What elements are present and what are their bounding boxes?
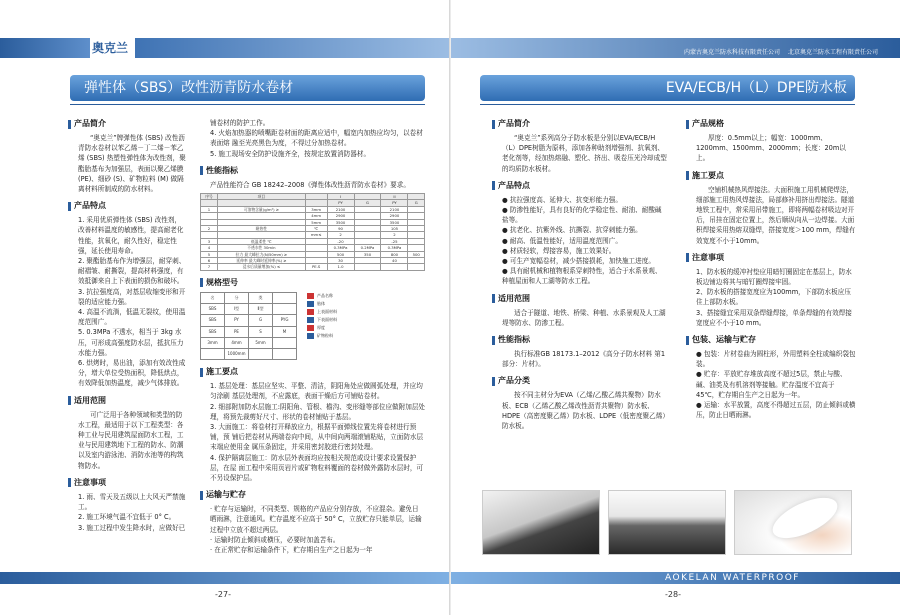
table-cell: 7: [201, 264, 218, 270]
legend-label: 胎体: [317, 300, 325, 306]
section-marker: [492, 377, 495, 386]
table-cell: II: [381, 194, 408, 200]
section-notes: [686, 252, 856, 328]
table-cell: 浸水后质量增加(%) ≤: [218, 264, 306, 270]
footer-band-left: [0, 572, 450, 584]
table-cell: -20: [327, 238, 354, 244]
feature-item: ● 抗老化、抗紫外线、抗撕裂、抗穿刺能力强。: [502, 226, 642, 235]
spec-row: [201, 292, 297, 303]
spec-cell: G: [249, 315, 273, 326]
section-marker: [492, 294, 495, 303]
table-cell: [354, 264, 381, 270]
spec-cell: [201, 348, 225, 359]
table-cell: 2100: [381, 206, 408, 212]
section-scope: [492, 293, 667, 328]
spec-cell: SBS: [201, 326, 225, 337]
section-intro: [68, 118, 186, 194]
section-heading: 性能指标: [498, 335, 530, 345]
section-heading: 适用范围: [498, 293, 530, 303]
section-marker: [200, 368, 203, 377]
packaging-item: ● 包装：片材卷曲为圆柱形，外用塑料全柱或编织袋包装。: [696, 350, 856, 369]
section-shipping: [200, 489, 425, 555]
page-title: 弹性体（SBS）改性沥青防水卷材: [70, 75, 425, 101]
packaging-item: ● 贮存：平放贮存堆放高度不超过5层，禁止与酸、碱、油类及有机溶剂等接触。贮存温度不宜高于45℃，贮存期自生产之日起为一年。: [696, 370, 847, 399]
spec-cell: 3mm: [201, 337, 225, 348]
section-marker: [200, 166, 203, 175]
construction-item: 3. 大面施工：将卷材打开释放应力，根据平面弹线位置先将卷材进行预铺，预 铺后把卷材从两端卷向中间，从中间向两端滚铺粘贴，立面防水层末端应使用金 属压条固定，并采用密封胶进行密封处理。: [210, 422, 424, 452]
section-marker: [686, 120, 689, 129]
feature-item: 5. 0.3MPa 不透水，相当于 3kg 水压，可形成高强度防水层，抵抗压力水能力强。: [78, 328, 184, 357]
left-col-1: [68, 112, 186, 533]
table-cell: ℃: [305, 226, 327, 232]
legend-swatch: [307, 333, 314, 339]
packaging-item: ● 运输：水平放置，高度不得超过五层，防止倾斜或横压，防止日晒雨淋。: [696, 401, 856, 420]
section-heading: 产品简介: [498, 119, 530, 128]
title-rule: [480, 104, 855, 105]
section-heading: 产品简介: [74, 119, 106, 128]
construction-item: 2. 细部附加防水层施工:阴阳角、管根、檐沟、变形缝等部位应做附加层处理，将预先裁剪好尺寸、形状的卷材铺贴于基层。: [210, 402, 426, 421]
table-cell: 3500: [327, 219, 354, 225]
section-heading: 产品特点: [498, 180, 530, 190]
table-cell: 0.3MPa: [327, 245, 354, 251]
section-heading: 适用范围: [74, 395, 106, 405]
section-intro: [492, 118, 667, 174]
spec-row: [201, 326, 297, 337]
spec-cell: [249, 348, 273, 359]
feature-item: ● 材质轻软，焊接容易，施工效果好。: [502, 246, 616, 255]
section-features: [492, 180, 667, 287]
spec-cell: PYG: [273, 315, 297, 326]
table-cell: 1: [201, 206, 218, 212]
note-item: 3. 施工过程中发生降水时，应做好已: [78, 523, 186, 532]
section-marker: [492, 181, 495, 190]
note-item: 2、防水板的搭接宽度应为100mm，下部防水板应压住上部防水板。: [696, 288, 851, 307]
spec-legend: [307, 292, 337, 340]
spec-cell: 分: [225, 292, 249, 303]
spec-cell: [273, 304, 297, 315]
table-cell: 序号: [201, 194, 218, 200]
section-spec: [200, 277, 425, 360]
table-cell: 3mm: [305, 206, 327, 212]
section-heading: 包装、运输与贮存: [692, 335, 756, 345]
table-cell: 2: [381, 232, 408, 238]
section-marker: [686, 171, 689, 180]
table-cell: G: [408, 200, 425, 206]
table-cell: PY: [381, 200, 408, 206]
spec-cell: 4mm: [225, 337, 249, 348]
table-cell: 可溶物含量(g/m²) ≥: [218, 206, 306, 212]
legend-item: [307, 292, 337, 300]
section-marker: [68, 120, 71, 129]
brand-logo: [92, 36, 134, 58]
scope-text: 适合于隧道、地铁、桥梁、种植、水系景观及人工湖堤等防水、防渗工程。: [502, 308, 666, 327]
page-title: EVA/ECB/H（L）DPE防水板: [480, 75, 855, 101]
table-cell: 2100: [327, 206, 354, 212]
table-cell: 350: [354, 251, 381, 257]
logo-text: 奥克兰: [92, 40, 129, 55]
feature-item: 3. 抗拉强度高，对基层收缩变形和开裂的适应能力强。: [78, 287, 186, 306]
feature-item: ● 抗拉强度高、延伸大、抗变形能力强。: [502, 195, 622, 204]
section-marker: [686, 253, 689, 262]
performance-table: [200, 193, 425, 271]
spec-cell: SBS: [201, 304, 225, 315]
title-rule: [70, 104, 425, 105]
section-marker: [492, 120, 495, 129]
table-cell: 3: [201, 238, 218, 244]
legend-label: 厚度: [317, 324, 325, 330]
section-marker: [68, 478, 71, 487]
construction-item: 4. 保护隔离层施工：防水层外表面均应按相关规范或设计要求设置保护层，在屋 面工程中采用页岩片或矿物粒料覆面的卷材做外露防水层时，可不另设保护层。: [210, 453, 424, 482]
spec-cell: 1000mm: [225, 348, 249, 359]
legend-swatch: [307, 309, 314, 315]
legend-label: 产品名称: [317, 292, 333, 298]
legend-swatch: [307, 325, 314, 331]
spec-cell: 名: [201, 292, 225, 303]
legend-swatch: [307, 317, 314, 323]
section-marker: [68, 396, 71, 405]
table-cell: 5: [201, 251, 218, 257]
legend-swatch: [307, 301, 314, 307]
spec-cell: 5mm: [249, 337, 273, 348]
table-cell: 项目: [218, 194, 306, 200]
legend-item: [307, 308, 337, 316]
note-item: 1. 雨、雪天及五级以上大风天严禁施工。: [78, 492, 186, 512]
table-cell: 2: [327, 232, 354, 238]
footer-band-right: [450, 572, 900, 584]
section-heading: 注意事项: [74, 477, 106, 487]
page-number-left: -27-: [215, 590, 231, 599]
legend-item: [307, 300, 337, 308]
construction-text: 空铺机械热风焊接法。大面积施工用机械爬焊法，细部施工用热风焊接法，局部修补用挤出焊接法。隧道地铁工程中，常采用吊带施工，即将两幅卷材吸边对开后，吊挂在固定位置上，然后顺纵向从一边焊接。大面积焊接采用热熔双缝焊，搭接宽度＞100 mm，焊缝有效宽度不小于10mm。: [696, 185, 856, 245]
table-cell: [408, 264, 425, 270]
feature-item: ● 防渗性能好，具有良好的化学稳定性、耐油、耐酸碱盐等。: [502, 206, 662, 225]
legend-item: [307, 332, 337, 340]
section-construction: [686, 170, 856, 246]
feature-item: ● 可生产宽幅卷材，减少搭接损耗，加快施工进度。: [502, 257, 655, 266]
table-cell: 0.2MPa: [354, 245, 381, 251]
spec-diagram-table: [200, 292, 297, 360]
legend-item: [307, 324, 337, 332]
table-cell: 拉力 最大峰拉力(N/50mm) ≥: [218, 251, 306, 257]
table-cell: 105: [381, 226, 408, 232]
section-heading: 施工要点: [692, 170, 724, 180]
intro-text: “奥克兰”牌弹性体 (SBS) 改性沥青防水卷材以苯乙烯－丁二烯－苯乙烯 (SBS) 热塑性弹性体为改性剂，聚酯胎基布为加强层，表面以聚乙烯膜 (PE)、细砂 (S)、矿物粒料 (M) 做隔离材料所制成的防水材料。: [78, 134, 186, 194]
table-cell: 耐热性: [218, 226, 306, 232]
spec-cell: I型: [225, 304, 249, 315]
right-col-2: [686, 112, 856, 420]
section-heading: 施工要点: [206, 367, 238, 377]
page-number-right: -28-: [665, 590, 681, 599]
feature-item: ● 具有耐机械和植物根系穿刺特性，适合于水系景观、种植屋面和人工湖等防水工程。: [502, 267, 662, 286]
construction-item: 1. 基层处理：基层应坚实、平整、清洁，阴阳角处应做圆弧处理，并应均匀涂刷 基层处理剂，不应露底，表面干燥后方可铺贴卷材。: [210, 382, 423, 401]
table-cell: 低温柔性 ℃: [218, 238, 306, 244]
table-row: [201, 264, 425, 270]
shipping-item: · 在正常贮存和运输条件下，贮存期自生产之日起为一年: [210, 545, 373, 554]
feature-item: 4. 高温不流淌，低温无裂纹，使用温度范围广。: [78, 308, 186, 327]
feature-item: 2. 聚酯胎基布作为增强层，耐穿刺、耐褶皱、耐撕裂，提高材料强度，有效抵御来自上下表面的损伤和破坏。: [78, 257, 186, 286]
feature-item: 6. 烘烤时，易出油，添加有效改性成分，增大单位受热面积，降低烘点，有效降低加热温度，减少气体排放。: [78, 359, 186, 388]
legend-label: 上表面材料: [317, 308, 337, 314]
spec-cell: M: [273, 326, 297, 337]
spec-cell: SBS: [201, 315, 225, 326]
section-marker: [686, 336, 689, 345]
spec-cell: PY: [225, 315, 249, 326]
right-col-1: [492, 112, 667, 431]
spec-row: [201, 348, 297, 359]
spec-cell: PE: [225, 326, 249, 337]
table-cell: 500: [327, 251, 354, 257]
shipping-item: · 贮存与运输时，不同类型、规格的产品应分别存放，不应混杂。避免日晒雨淋，注意通风。贮存温度不应高于 50° C，立放贮存只能单层，运输过程中立放不超过两层。: [210, 505, 422, 534]
table-cell: 3500: [381, 219, 408, 225]
company-right: 北京奥克兰防水工程有限责任公司: [787, 49, 878, 56]
category-text: 按不同主材分为EVA（乙烯/乙酸乙烯共聚物）防水板、ECB（乙烯乙酸乙烯改性沥青共聚物）防水板、HDPE（高密度聚乙烯）防水板、LDPE（低密度聚乙烯）防水板。: [502, 391, 666, 431]
note-item: 2. 施工环境气温不宜低于 0° C。: [78, 513, 176, 522]
table-cell: 0.3MPa: [381, 245, 408, 251]
table-cell: I: [327, 194, 354, 200]
header-band-left-2: [135, 38, 450, 58]
spec-cell: S: [249, 326, 273, 337]
table-cell: 2900: [327, 213, 354, 219]
section-packaging: [686, 334, 856, 420]
section-heading: 产品分类: [498, 376, 530, 386]
section-marker: [68, 202, 71, 211]
spec-cell: [273, 337, 297, 348]
table-cell: 延伸率 最大峰时延伸率(%) ≥: [218, 258, 306, 264]
section-marker: [200, 491, 203, 500]
table-cell: 30: [327, 258, 354, 264]
table-cell: 4mm: [305, 213, 327, 219]
table-cell: 6: [201, 258, 218, 264]
table-cell: 4: [201, 245, 218, 251]
table-cell: 不透水性 30min: [218, 245, 306, 251]
table-cell: 2: [201, 226, 218, 232]
spec-row: [201, 315, 297, 326]
page-fold: [449, 0, 451, 615]
spec-cell: [273, 292, 297, 303]
section-heading: 注意事项: [692, 252, 724, 262]
company-left: 内蒙古奥克兰防水科技有限责任公司: [684, 49, 781, 56]
product-photo-dark-roll: [608, 490, 726, 555]
product-photos: [482, 490, 852, 555]
table-cell: 40: [381, 258, 408, 264]
spec-cell: Ⅱ型: [249, 304, 273, 315]
section-marker: [492, 336, 495, 345]
section-scope: [68, 395, 186, 471]
section-heading: 产品特点: [74, 201, 106, 211]
shipping-item: · 运输时防止倾斜或横压，必要时加盖苫布。: [210, 535, 340, 544]
table-cell: PE.S: [305, 264, 327, 270]
spec-cell: [273, 348, 297, 359]
feature-item: 1. 采用优质弹性体 (SBS) 改性剂，改善材料温度的敏感性，提高耐老化性能，抗氧化，耐久性好，稳定性强，延长使用寿命。: [78, 216, 184, 255]
company-names: [678, 47, 878, 56]
section-performance: [492, 334, 667, 369]
scope-text: 可广泛用于各种领域和类型的防水工程，最适用于以下工程类型：各种工业与民用建筑屋面防水工程，工业与民用建筑地下工程的防水、防潮以及室内游泳池、消防水池等的构筑物防水。: [78, 410, 184, 470]
legend-label: 下表面材料: [317, 316, 337, 322]
note-item: 1、防水板的缓冲衬垫应用暗钉圈固定在基层上，防水板边铺边将其与暗钉圈焊接牢固。: [696, 267, 852, 287]
section-spec: [686, 118, 856, 164]
table-cell: mm≤: [305, 232, 327, 238]
cont-text: 5. 施工现场安全防护设施齐全，按规定放置消防器材。: [210, 149, 371, 158]
cont-text: 4. 火焰加热器的喷嘴距卷材面的距离应适中，幅宽内加热应均匀，以卷材表面熔 融至光亮黑色为度，不得过分加热卷材。: [210, 129, 423, 148]
left-col-2: [200, 112, 425, 555]
perf-text: 执行标准GB 18173.1–2012《高分子防水材料 第1部分：片材》。: [502, 350, 666, 369]
spec-text: 厚度：0.5mm以上；幅宽：1000mm、1200mm、1500mm、2000mm；长度：20m以上。: [696, 134, 846, 163]
table-cell: 90: [327, 226, 354, 232]
table-cell: 5mm: [305, 219, 327, 225]
right-page: [450, 0, 900, 615]
legend-swatch: [307, 293, 314, 299]
spec-row: [201, 337, 297, 348]
table-cell: [381, 264, 408, 270]
section-features: [68, 200, 186, 388]
section-heading: 规格型号: [206, 277, 238, 287]
legend-item: [307, 316, 337, 324]
table-cell: 2900: [381, 213, 408, 219]
intro-text: “奥克兰”系列高分子防水板是分别以EVA/ECB/H（L）DPE树脂为原料，添加各种助剂增强剂、抗氧剂、老化剂等，经加热熔融、塑化、挤出、吸卷压光冷却成型的均质防水板材。: [502, 134, 667, 173]
table-cell: 800: [381, 251, 408, 257]
header-band-left: [0, 38, 90, 58]
section-heading: 产品规格: [692, 119, 724, 128]
section-category: [492, 375, 667, 431]
spec-cell: 类: [249, 292, 273, 303]
table-cell: G: [354, 200, 381, 206]
product-photo-black-sheet: [482, 490, 600, 555]
spec-row: [201, 304, 297, 315]
feature-item: ● 耐高、低温性能好，适用温度范围广。: [502, 236, 622, 245]
cont-text: 铺卷材的防护工作。: [210, 119, 270, 127]
table-cell: PY: [327, 200, 354, 206]
section-marker: [200, 278, 203, 287]
table-cell: 1.0: [327, 264, 354, 270]
legend-label: 矿物粒料: [317, 332, 333, 338]
section-performance: [200, 165, 425, 271]
section-heading: 性能指标: [206, 165, 238, 175]
section-notes: [68, 477, 186, 533]
product-photo-white-roll: [734, 490, 852, 555]
table-cell: -25: [381, 238, 408, 244]
section-construction: [200, 366, 425, 483]
perf-text: 产品性能符合 GB 18242–2008《弹性体改性沥青防水卷材》要求。: [210, 180, 410, 189]
section-heading: 运输与贮存: [206, 490, 246, 500]
footer-brand-text: AOKELAN WATERPROOF: [665, 573, 800, 583]
table-cell: 500: [408, 251, 425, 257]
note-item: 3、搭接缝宜采用双条焊缝焊接，单条焊缝的有效焊接宽度应不小于10 mm。: [696, 308, 852, 327]
